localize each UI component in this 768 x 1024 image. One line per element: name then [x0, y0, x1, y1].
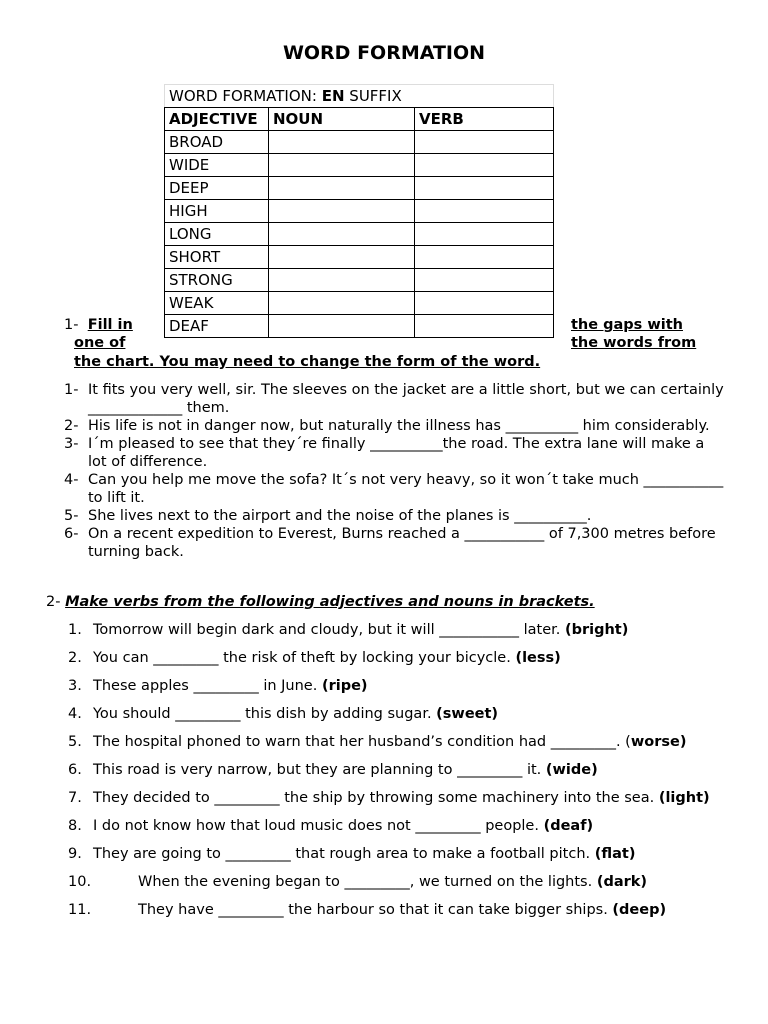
- adjective-cell: LONG: [165, 223, 269, 246]
- adjective-cell: HIGH: [165, 200, 269, 223]
- verb-cell[interactable]: [415, 269, 554, 292]
- list-item: 2- His life is not in danger now, but naturally the illness has __________ him considerably.: [64, 418, 710, 434]
- table-row: [165, 246, 554, 269]
- noun-cell[interactable]: [269, 223, 415, 246]
- table-row: [165, 269, 554, 292]
- noun-cell[interactable]: [269, 315, 415, 338]
- list-item: 4. You should _________ this dish by adding sugar. (sweet): [68, 706, 499, 722]
- verb-cell[interactable]: [415, 223, 554, 246]
- noun-cell[interactable]: [269, 177, 415, 200]
- adjective-cell: BROAD: [165, 131, 269, 154]
- exercise1-instruction-tail: the chart. You may need to change the form of the word.: [74, 354, 541, 370]
- noun-cell[interactable]: [269, 154, 415, 177]
- verb-cell[interactable]: [415, 246, 554, 269]
- verb-cell[interactable]: [415, 154, 554, 177]
- header-verb: VERB: [415, 108, 554, 131]
- adjective-cell: DEAF: [165, 315, 269, 338]
- table-caption: WORD FORMATION: EN SUFFIX: [165, 85, 554, 108]
- table-row: [165, 177, 554, 200]
- table-row: [165, 154, 554, 177]
- list-item: 5. The hospital phoned to warn that her husband’s condition had _________. (worse): [68, 734, 687, 750]
- verb-cell[interactable]: [415, 200, 554, 223]
- adjective-cell: SHORT: [165, 246, 269, 269]
- page-title: WORD FORMATION: [282, 42, 486, 64]
- verb-cell[interactable]: [415, 131, 554, 154]
- table-header-row: [165, 108, 554, 131]
- adjective-cell: DEEP: [165, 177, 269, 200]
- table-row: [165, 315, 554, 338]
- list-item: 8. I do not know how that loud music does not _________ people. (deaf): [68, 818, 594, 834]
- noun-cell[interactable]: [269, 269, 415, 292]
- list-item: 11. They have _________ the harbour so that it can take bigger ships. (deep): [68, 902, 667, 918]
- list-item: 5- She lives next to the airport and the noise of the planes is __________.: [64, 508, 592, 524]
- verb-cell[interactable]: [415, 315, 554, 338]
- noun-cell[interactable]: [269, 131, 415, 154]
- list-item: 4- Can you help me move the sofa? It´s not very heavy, so it won´t take much ___________ to lift it.: [64, 472, 724, 506]
- list-item: 10. When the evening began to _________, we turned on the lights. (dark): [68, 874, 648, 890]
- exercise2-list: [68, 621, 728, 929]
- exercise2-instruction: 2- Make verbs from the following adjectives and nouns in brackets.: [46, 594, 595, 610]
- table-caption-row: [165, 85, 554, 108]
- noun-cell[interactable]: [269, 246, 415, 269]
- list-item: 3. These apples _________ in June. (ripe): [68, 678, 368, 694]
- verb-cell[interactable]: [415, 292, 554, 315]
- exercise1-list: [64, 381, 724, 561]
- table-row: [165, 223, 554, 246]
- exercise1-instruction-left-b: one of: [74, 335, 126, 351]
- table-row: [165, 131, 554, 154]
- header-noun: NOUN: [269, 108, 415, 131]
- exercise1-instruction-right-a: the gaps with: [571, 317, 683, 333]
- table-row: [165, 200, 554, 223]
- adjective-cell: WIDE: [165, 154, 269, 177]
- list-item: 6- On a recent expedition to Everest, Burns reached a ___________ of 7,300 metres before turning back.: [64, 526, 716, 560]
- list-item: 1- It fits you very well, sir. The sleeves on the jacket are a little short, but we can certainly _____________ them.: [64, 382, 724, 416]
- header-adjective: ADJECTIVE: [165, 108, 269, 131]
- list-item: 1. Tomorrow will begin dark and cloudy, but it will ___________ later. (bright): [68, 622, 629, 638]
- exercise1-instruction-left-a: 1- Fill in: [64, 317, 133, 333]
- list-item: 2. You can _________ the risk of theft by locking your bicycle. (less): [68, 650, 561, 666]
- list-item: 3- I´m pleased to see that they´re finally __________the road. The extra lane will make a lot of difference.: [64, 436, 705, 470]
- word-formation-table: [164, 84, 554, 338]
- noun-cell[interactable]: [269, 292, 415, 315]
- table-row: [165, 292, 554, 315]
- exercise1-instruction-right-b: the words from: [571, 335, 697, 351]
- list-item: 6. This road is very narrow, but they are planning to _________ it. (wide): [68, 762, 598, 778]
- noun-cell[interactable]: [269, 200, 415, 223]
- verb-cell[interactable]: [415, 177, 554, 200]
- list-item: 9. They are going to _________ that rough area to make a football pitch. (flat): [68, 846, 636, 862]
- list-item: 7. They decided to _________ the ship by throwing some machinery into the sea. (light): [68, 790, 710, 806]
- adjective-cell: WEAK: [165, 292, 269, 315]
- adjective-cell: STRONG: [165, 269, 269, 292]
